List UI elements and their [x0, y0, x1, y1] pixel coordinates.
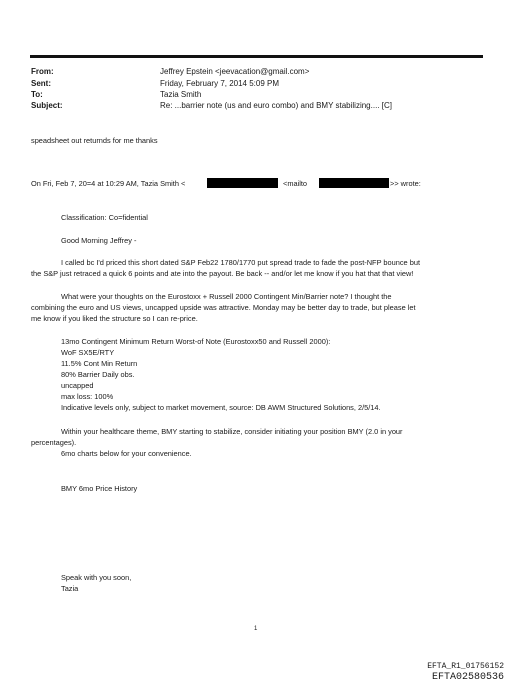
- note-line: uncapped: [61, 381, 94, 390]
- signature-text: Tazia: [61, 584, 79, 593]
- header-rule: [30, 55, 483, 58]
- page-number: 1: [254, 626, 258, 632]
- paragraph-line: combining the euro and US views, uncapped upside was attractive. Monday may be better day to trade, but please let: [31, 303, 416, 312]
- greeting-text: Good Morning Jeffrey -: [61, 236, 137, 245]
- classification-text: Classification: Co=fidential: [61, 213, 148, 222]
- closing-text: Speak with you soon,: [61, 573, 132, 582]
- redaction-block: [207, 178, 278, 188]
- note-line: 11.5% Cont Min Return: [61, 359, 138, 368]
- paragraph-line: the S&P just retraced a quick 6 points and ate into the payout. Be back -- and/or let me know if you hat that that view!: [31, 269, 414, 278]
- reply-text: speadsheet out returnds for me thanks: [31, 136, 158, 145]
- note-line: max loss: 100%: [61, 392, 114, 401]
- quote-suffix: >> wrote:: [390, 179, 421, 188]
- paragraph-line: I called bc I'd priced this short dated S&P Feb22 1780/1770 put spread trade to fade the post-NFP bounce but: [61, 258, 420, 267]
- note-line: 13mo Contingent Minimum Return Worst-of Note (Eurostoxx50 and Russell 2000):: [61, 337, 331, 346]
- subject-value: Re: ...barrier note (us and euro combo) and BMY stabilizing.... [C]: [160, 101, 392, 110]
- quote-prefix: On Fri, Feb 7, 20=4 at 10:29 AM, Tazia Smith <: [31, 179, 186, 188]
- paragraph-line: 6mo charts below for your convenience.: [61, 449, 192, 458]
- from-value: Jeffrey Epstein <jeevacation@gmail.com>: [160, 67, 310, 76]
- note-line: Indicative levels only, subject to market movement, source: DB AWM Structured Solutions, 2/5/14.: [61, 403, 381, 412]
- paragraph-line: me know if you liked the structure so I can re-price.: [31, 314, 198, 323]
- note-line: 80% Barrier Daily obs.: [61, 370, 135, 379]
- note-line: WoF SX5E/RTY: [61, 348, 115, 357]
- to-label: To:: [31, 90, 43, 99]
- paragraph-line: Within your healthcare theme, BMY starting to stabilize, consider initiating your position BMY (2.0 in your: [61, 427, 403, 436]
- paragraph-line: percentages).: [31, 438, 77, 447]
- chart-caption: BMY 6mo Price History: [61, 484, 138, 493]
- to-value: Tazia Smith: [160, 90, 202, 99]
- redaction-block: [319, 178, 389, 188]
- sent-value: Friday, February 7, 2014 5:09 PM: [160, 79, 280, 88]
- footer-id-2: EFTA02580536: [431, 672, 504, 683]
- subject-label: Subject:: [31, 101, 63, 110]
- footer-id-1: EFTA_R1_01756152: [427, 662, 504, 671]
- sent-label: Sent:: [31, 79, 51, 88]
- from-label: From:: [31, 67, 54, 76]
- paragraph-line: What were your thoughts on the Eurostoxx + Russell 2000 Contingent Min/Barrier note? I thought the: [61, 292, 392, 301]
- quote-mailto: <mailto: [283, 179, 308, 188]
